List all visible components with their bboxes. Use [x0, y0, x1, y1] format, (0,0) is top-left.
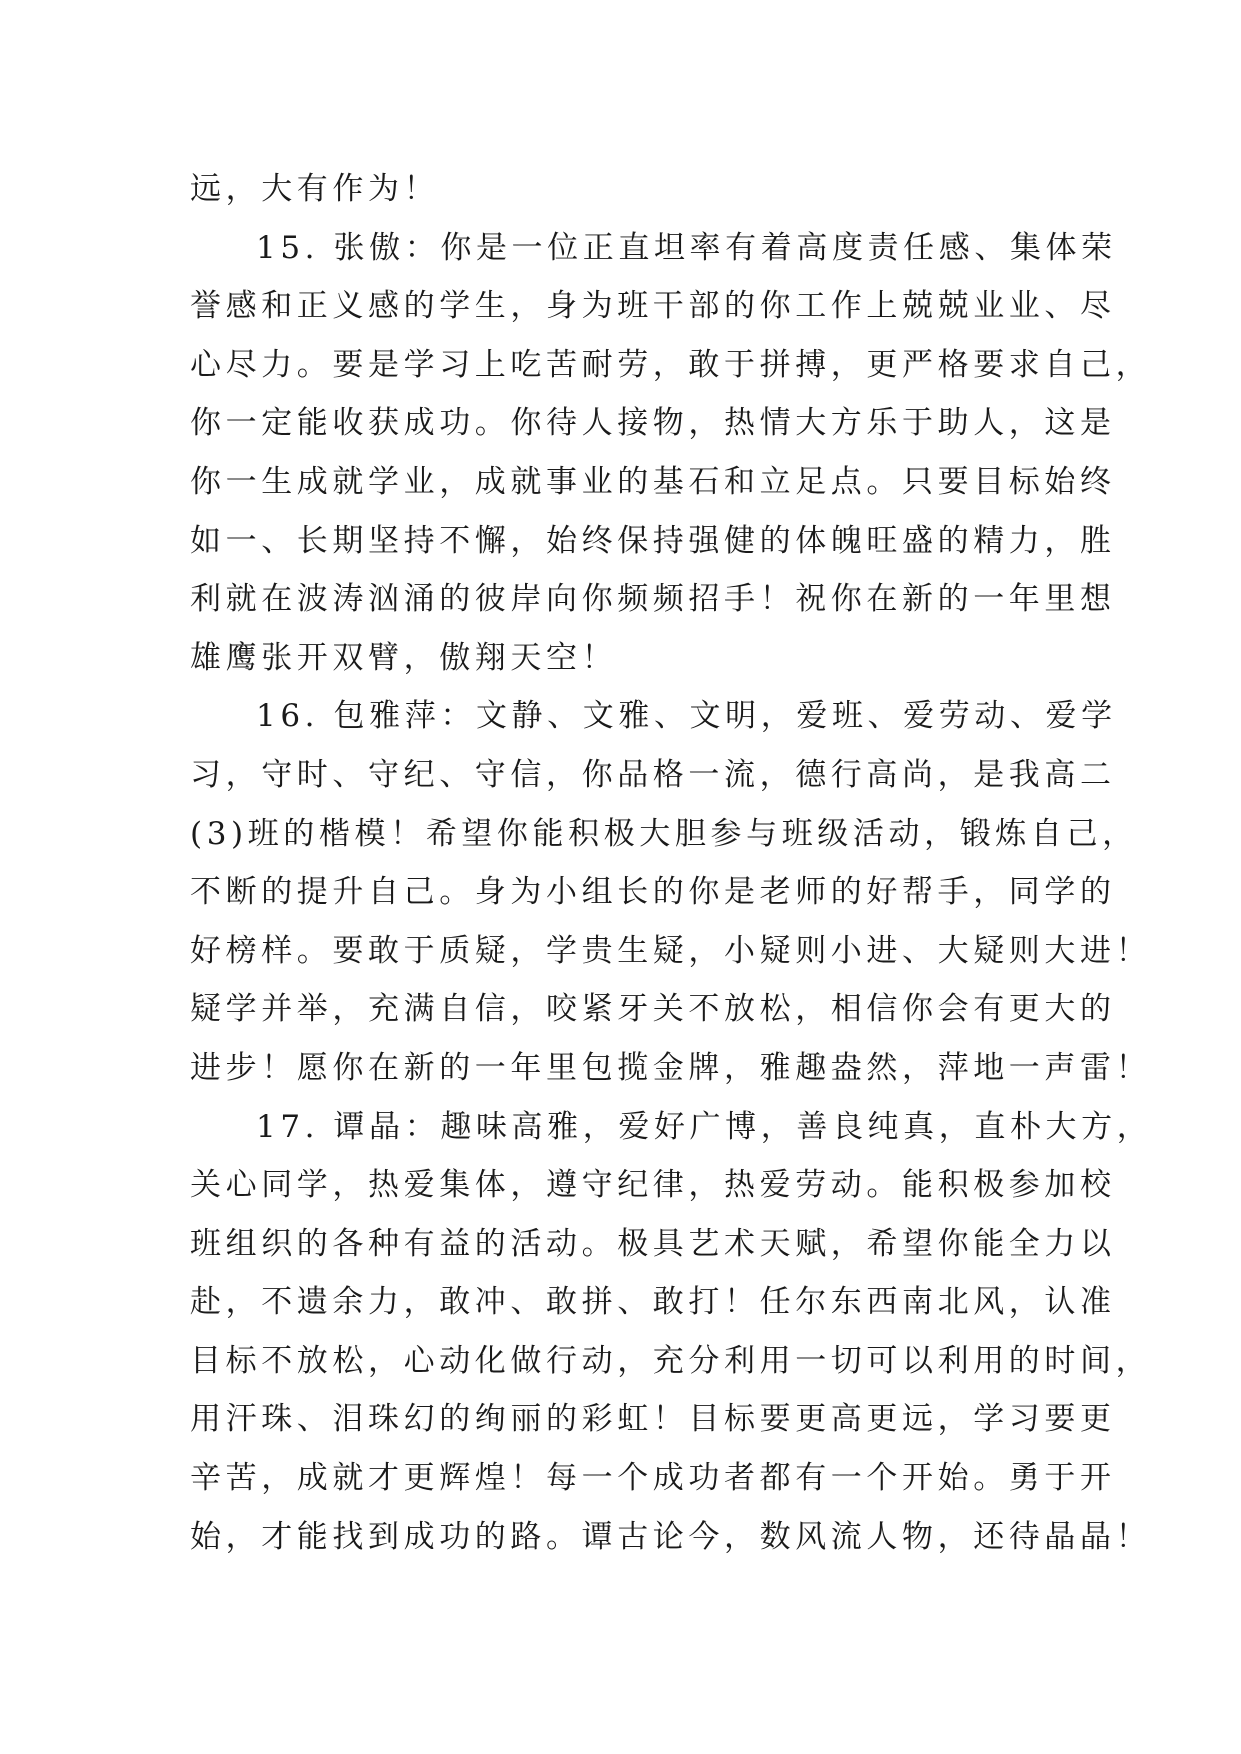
text-line: 始，才能找到成功的路。谭古论今，数风流人物，还待晶晶！	[190, 1518, 1152, 1555]
text-line: 雄鹰张开双臂，傲翔天空！	[190, 639, 618, 676]
text-line: 疑学并举，充满自信，咬紧牙关不放松，相信你会有更大的	[190, 991, 1116, 1028]
text-line: 心尽力。要是学习上吃苦耐劳，敢于拼搏，更严格要求自己，	[190, 346, 1152, 383]
text-line: 辛苦，成就才更辉煌！每一个成功者都有一个开始。勇于开	[190, 1460, 1116, 1497]
text-line: 班组织的各种有益的活动。极具艺术天赋，希望你能全力以	[190, 1225, 1116, 1262]
text-line: 如一、长期坚持不懈，始终保持强健的体魄旺盛的精力，胜	[190, 522, 1116, 559]
text-line: 用汗珠、泪珠幻的绚丽的彩虹！目标要更高更远，学习要更	[190, 1401, 1116, 1438]
text-line: 15. 张傲：你是一位正直坦率有着高度责任感、集体荣	[256, 229, 1117, 266]
text-line: 习，守时、守纪、守信，你品格一流，德行高尚，是我高二	[190, 756, 1116, 793]
text-line: 17. 谭晶：趣味高雅，爱好广博，善良纯真，直朴大方，	[256, 1108, 1153, 1145]
text-line: 不断的提升自己。身为小组长的你是老师的好帮手，同学的	[190, 874, 1116, 911]
text-line: 远，大有作为！	[190, 171, 440, 207]
text-line: 关心同学，热爱集体，遵守纪律，热爱劳动。能积极参加校	[190, 1167, 1116, 1204]
text-line: 好榜样。要敢于质疑，学贵生疑，小疑则小进、大疑则大进！	[190, 932, 1152, 969]
text-line: 赴，不遗余力，敢冲、敢拼、敢打！任尔东西南北风，认准	[190, 1284, 1116, 1321]
text-line: 利就在波涛汹涌的彼岸向你频频招手！祝你在新的一年里想	[190, 581, 1116, 618]
text-line: 16. 包雅萍：文静、文雅、文明，爱班、爱劳动、爱学	[256, 698, 1117, 735]
text-line: 目标不放松，心动化做行动，充分利用一切可以利用的时间，	[190, 1342, 1152, 1379]
text-line: 誉感和正义感的学生，身为班干部的你工作上兢兢业业、尽	[190, 288, 1116, 325]
body-text	[190, 160, 1153, 1566]
text-line: 进步！愿你在新的一年里包揽金牌，雅趣盎然，萍地一声雷！	[190, 1049, 1152, 1086]
text-line: 你一生成就学业，成就事业的基石和立足点。只要目标始终	[190, 463, 1116, 500]
text-line: 你一定能收获成功。你待人接物，热情大方乐于助人，这是	[190, 405, 1116, 442]
text-line: (3)班的楷模！希望你能积极大胆参与班级活动，锻炼自己，	[190, 815, 1138, 852]
